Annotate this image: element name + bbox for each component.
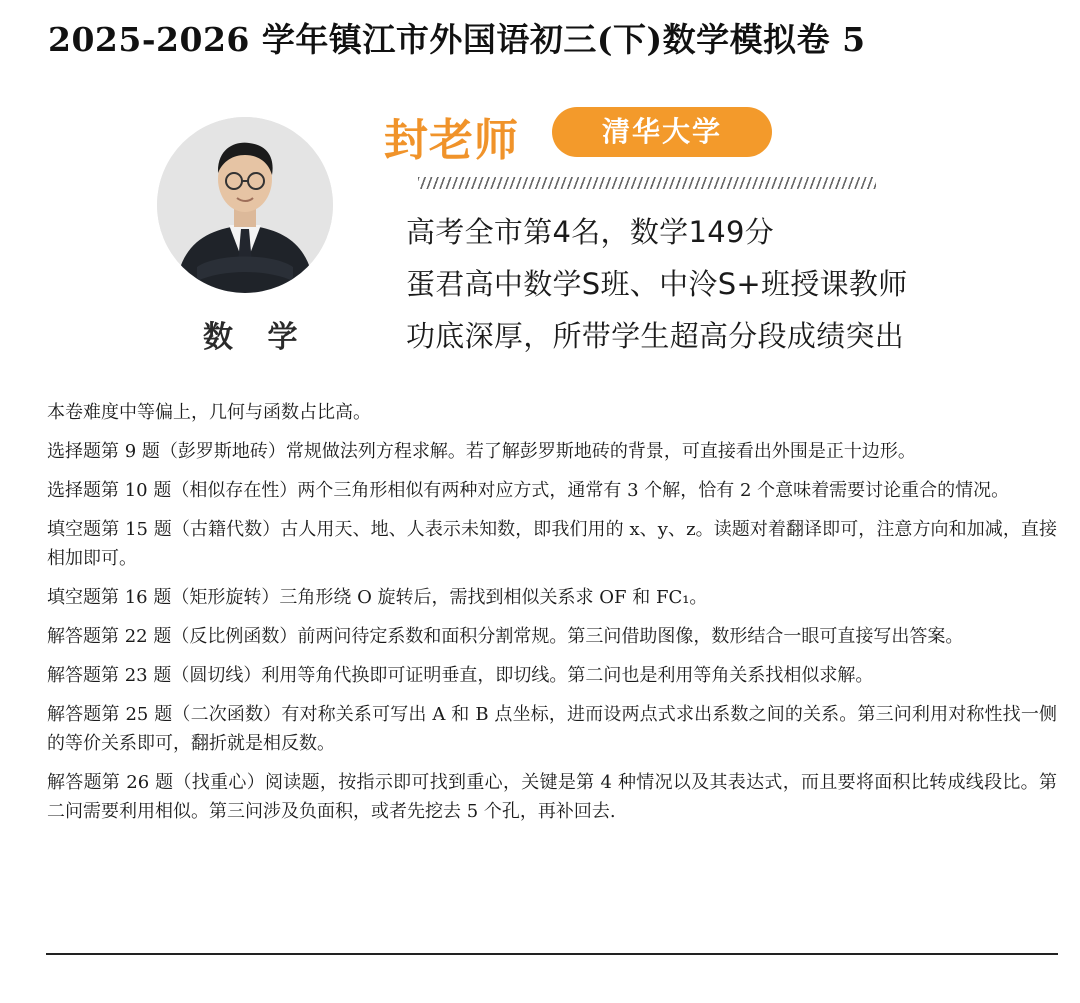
school-badge: 清华大学 (552, 107, 772, 157)
teacher-photo (157, 117, 333, 293)
exam-notes (47, 398, 1057, 836)
note-question-15: 填空题第 15 题（古籍代数）古人用天、地、人表示未知数，即我们用的 x、y、z。读题对着翻译即可，注意方向和加减，直接相加即可。 (47, 519, 1057, 569)
bottom-divider (46, 953, 1058, 955)
note-question-22: 解答题第 22 题（反比例函数）前两问待定系数和面积分割常规。第三问借助图像，数形结合一眼可直接写出答案。 (47, 626, 964, 647)
credential-line: 蛋君高中数学S班、中泠S+班授课教师 (406, 267, 908, 301)
note-question-10: 选择题第 10 题（相似存在性）两个三角形相似有两种对应方式，通常有 3 个解，恰有 2 个意味着需要讨论重合的情况。 (47, 480, 1010, 501)
note-overview: 本卷难度中等偏上，几何与函数占比高。 (47, 402, 371, 423)
note-question-9: 选择题第 9 题（彭罗斯地砖）常规做法列方程求解。若了解彭罗斯地砖的背景，可直接看出外围是正十边形。 (47, 441, 916, 462)
credential-line: 高考全市第4名，数学149分 (406, 215, 775, 249)
subject-label: 数 学 (203, 320, 310, 355)
decorative-hatch-divider (418, 177, 876, 189)
credential-line: 功底深厚，所带学生超高分段成绩突出 (406, 319, 905, 353)
teacher-name: 封老师 (384, 115, 519, 166)
note-question-26: 解答题第 26 题（找重心）阅读题，按指示即可找到重心，关键是第 4 种情况以及其表达式，而且要将面积比转成线段比。第二问需要利用相似。第三问涉及负面积，或者先挖去 5 个孔，再补回去. (47, 772, 1057, 822)
note-question-23: 解答题第 23 题（圆切线）利用等角代换即可证明垂直，即切线。第二问也是利用等角关系找相似求解。 (47, 665, 874, 686)
note-question-25: 解答题第 25 题（二次函数）有对称关系可写出 A 和 B 点坐标，进而设两点式求出系数之间的关系。第三问利用对称性找一侧的等价关系即可，翻折就是相反数。 (47, 704, 1057, 754)
page-title: 2025-2026 学年镇江市外国语初三(下)数学模拟卷 5 (48, 20, 866, 59)
note-question-16: 填空题第 16 题（矩形旋转）三角形绕 O 旋转后，需找到相似关系求 OF 和 FC₁。 (47, 587, 708, 608)
